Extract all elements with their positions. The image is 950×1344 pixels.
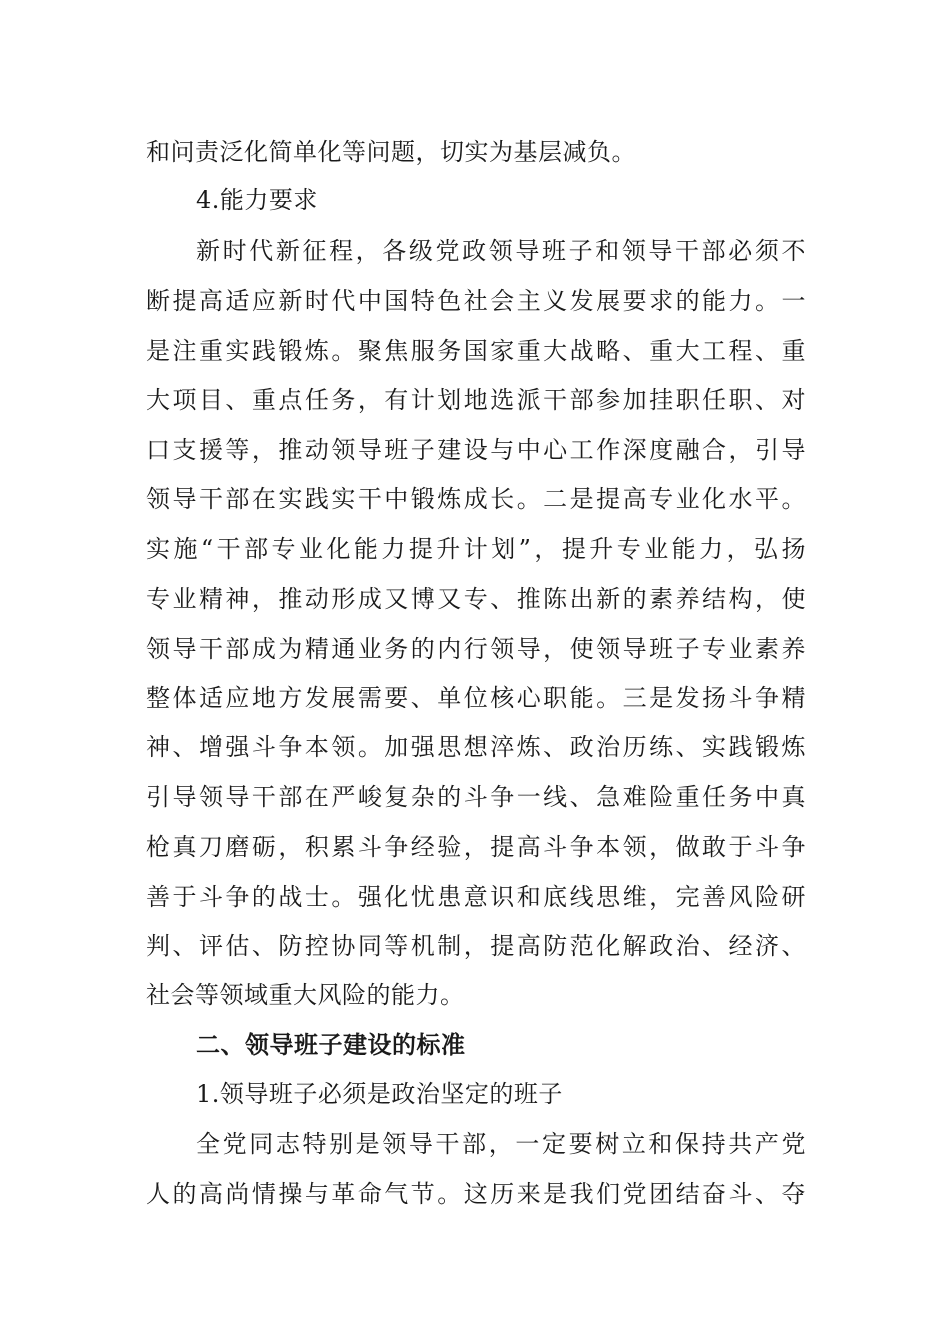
- paragraph-line: 整体适应地方发展需要、单位核心职能。三是发扬斗争精: [146, 684, 806, 712]
- paragraph-line: 专业精神，推动形成又博又专、推陈出新的素养结构，使: [146, 585, 806, 613]
- section-subheading: 4.能力要求: [196, 186, 318, 214]
- paragraph-line: 实施“干部专业化能力提升计划”，提升专业能力，弘扬: [146, 535, 806, 563]
- paragraph-line: 引导领导干部在严峻复杂的斗争一线、急难险重任务中真: [146, 783, 806, 811]
- paragraph-line: 判、评估、防控协同等机制，提高防范化解政治、经济、: [146, 932, 806, 960]
- paragraph-line: 全党同志特别是领导干部，一定要树立和保持共产党: [196, 1130, 806, 1158]
- paragraph-line: 社会等领域重大风险的能力。: [146, 981, 465, 1009]
- paragraph-line: 新时代新征程，各级党政领导班子和领导干部必须不: [196, 237, 806, 265]
- paragraph-line: 领导干部成为精通业务的内行领导，使领导班子专业素养: [146, 635, 806, 663]
- paragraph-line: 善于斗争的战士。强化忧患意识和底线思维，完善风险研: [146, 883, 806, 911]
- paragraph-line: 是注重实践锻炼。聚焦服务国家重大战略、重大工程、重: [146, 337, 806, 365]
- paragraph-line: 口支援等，推动领导班子建设与中心工作深度融合，引导: [146, 436, 806, 464]
- paragraph-line: 领导干部在实践实干中锻炼成长。二是提高专业化水平。: [146, 485, 806, 513]
- paragraph-line: 断提高适应新时代中国特色社会主义发展要求的能力。一: [146, 287, 806, 315]
- section-heading: 二、领导班子建设的标准: [196, 1030, 466, 1059]
- paragraph-line: 大项目、重点任务，有计划地选派干部参加挂职任职、对: [146, 386, 806, 414]
- paragraph-line: 人的高尚情操与革命气节。这历来是我们党团结奋斗、夺: [146, 1180, 806, 1208]
- section-subheading: 1.领导班子必须是政治坚定的班子: [196, 1080, 563, 1108]
- paragraph-line: 和问责泛化简单化等问题，切实为基层减负。: [146, 138, 636, 166]
- paragraph-line: 枪真刀磨砺，积累斗争经验，提高斗争本领，做敢于斗争: [146, 833, 806, 861]
- paragraph-line: 神、增强斗争本领。加强思想淬炼、政治历练、实践锻炼: [146, 733, 806, 761]
